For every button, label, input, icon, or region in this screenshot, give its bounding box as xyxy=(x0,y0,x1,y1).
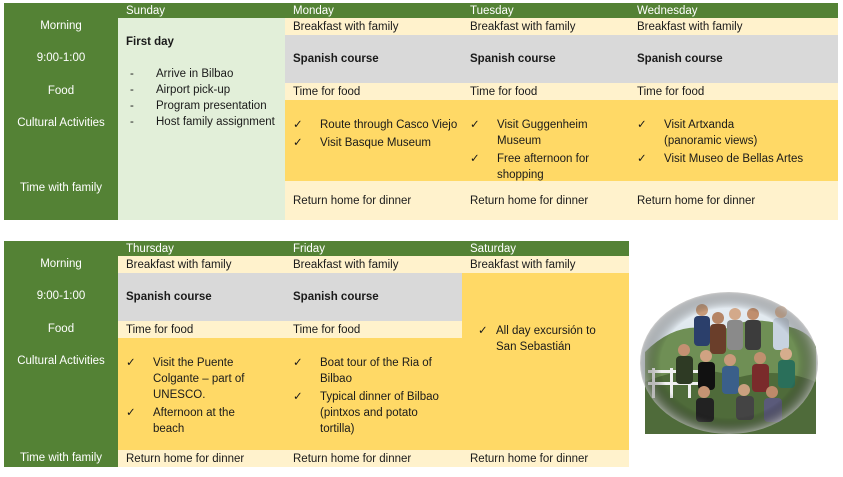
day-header-saturday: Saturday xyxy=(470,243,517,255)
monday-food: Time for food xyxy=(285,83,462,100)
group-photo-icon xyxy=(640,292,818,434)
tuesday-course: Spanish course xyxy=(462,35,629,83)
list-item: ✓ Visit Guggenheim Museum xyxy=(470,119,588,147)
check-icon: ✓ xyxy=(293,357,303,369)
week2-label-column xyxy=(4,241,118,467)
day-header-wednesday: Wednesday xyxy=(637,5,698,17)
check-icon: ✓ xyxy=(126,407,136,419)
day-header-thursday: Thursday xyxy=(126,243,174,255)
check-icon: ✓ xyxy=(637,119,647,131)
list-item: - Program presentation xyxy=(130,100,267,112)
friday-family: Return home for dinner xyxy=(285,450,462,467)
check-icon: ✓ xyxy=(470,153,480,165)
list-item: - Arrive in Bilbao xyxy=(130,68,234,80)
tuesday-activities xyxy=(462,100,629,181)
friday-course: Spanish course xyxy=(285,273,462,321)
tuesday-family: Return home for dinner xyxy=(462,181,629,220)
tuesday-morning: Breakfast with family xyxy=(462,18,629,35)
list-item: ✓ Boat tour of the Ria of Bilbao xyxy=(293,357,432,385)
friday-activities xyxy=(285,338,462,450)
list-item: - Airport pick-up xyxy=(130,84,231,96)
day-header-tuesday: Tuesday xyxy=(470,5,514,17)
check-icon: ✓ xyxy=(126,357,136,369)
list-item: - Host family assignment xyxy=(130,116,275,128)
friday-food: Time for food xyxy=(285,321,462,338)
day-header-friday: Friday xyxy=(293,243,325,255)
day-header-monday: Monday xyxy=(293,5,334,17)
list-item: ✓ Afternoon at the beach xyxy=(126,407,235,435)
list-item: ✓ Visit Museo de Bellas Artes xyxy=(637,153,804,165)
sunday-cell xyxy=(118,18,285,220)
saturday-excursion xyxy=(462,273,629,450)
list-item: ✓ Visit the Puente Colgante – part of UNESCO. xyxy=(126,357,245,401)
list-item: ✓ All day excursión to San Sebastián xyxy=(478,325,596,353)
list-item: ✓ Typical dinner of Bilbao (pintxos and potato tortilla) xyxy=(293,391,439,435)
row-label-time: 9:00-1:00 xyxy=(36,52,86,64)
list-item: ✓ Visit Artxanda (panoramic views) xyxy=(637,119,758,147)
monday-morning: Breakfast with family xyxy=(285,18,462,35)
wednesday-food: Time for food xyxy=(629,83,838,100)
check-icon: ✓ xyxy=(293,391,303,403)
monday-activities xyxy=(285,100,462,181)
thursday-activities xyxy=(118,338,285,450)
check-icon: ✓ xyxy=(478,325,488,337)
row-label-food: Food xyxy=(47,323,75,335)
row-label-cultural: Cultural Activities xyxy=(17,355,105,367)
friday-morning: Breakfast with family xyxy=(285,256,462,273)
check-icon: ✓ xyxy=(637,153,647,165)
day-header-sunday: Sunday xyxy=(126,5,166,17)
list-item: ✓ Visit Basque Museum xyxy=(293,137,432,149)
monday-course: Spanish course xyxy=(285,35,462,83)
thursday-food: Time for food xyxy=(118,321,285,338)
wednesday-family: Return home for dinner xyxy=(629,181,838,220)
list-item: ✓ Free afternoon for shopping xyxy=(470,153,590,181)
row-label-time: 9:00-1:00 xyxy=(36,290,86,302)
row-label-cultural: Cultural Activities xyxy=(17,117,105,129)
tuesday-food: Time for food xyxy=(462,83,629,100)
row-label-morning: Morning xyxy=(40,258,82,270)
check-icon: ✓ xyxy=(293,119,303,131)
list-item: ✓ Route through Casco Viejo xyxy=(293,119,458,131)
monday-family: Return home for dinner xyxy=(285,181,462,220)
row-label-morning: Morning xyxy=(40,20,82,32)
row-label-food: Food xyxy=(47,85,75,97)
saturday-family: Return home for dinner xyxy=(462,450,629,467)
row-label-family: Time with family xyxy=(20,452,102,464)
thursday-family: Return home for dinner xyxy=(118,450,285,467)
week2-header-row xyxy=(118,241,629,256)
thursday-course: Spanish course xyxy=(118,273,285,321)
sunday-title: First day xyxy=(126,36,174,48)
check-icon: ✓ xyxy=(293,137,303,149)
wednesday-course: Spanish course xyxy=(629,35,838,83)
wednesday-activities xyxy=(629,100,838,181)
check-icon: ✓ xyxy=(470,119,480,131)
sunday-list xyxy=(126,66,285,130)
thursday-morning: Breakfast with family xyxy=(118,256,285,273)
saturday-morning: Breakfast with family xyxy=(462,256,629,273)
row-label-family: Time with family xyxy=(20,182,102,194)
wednesday-morning: Breakfast with family xyxy=(629,18,838,35)
